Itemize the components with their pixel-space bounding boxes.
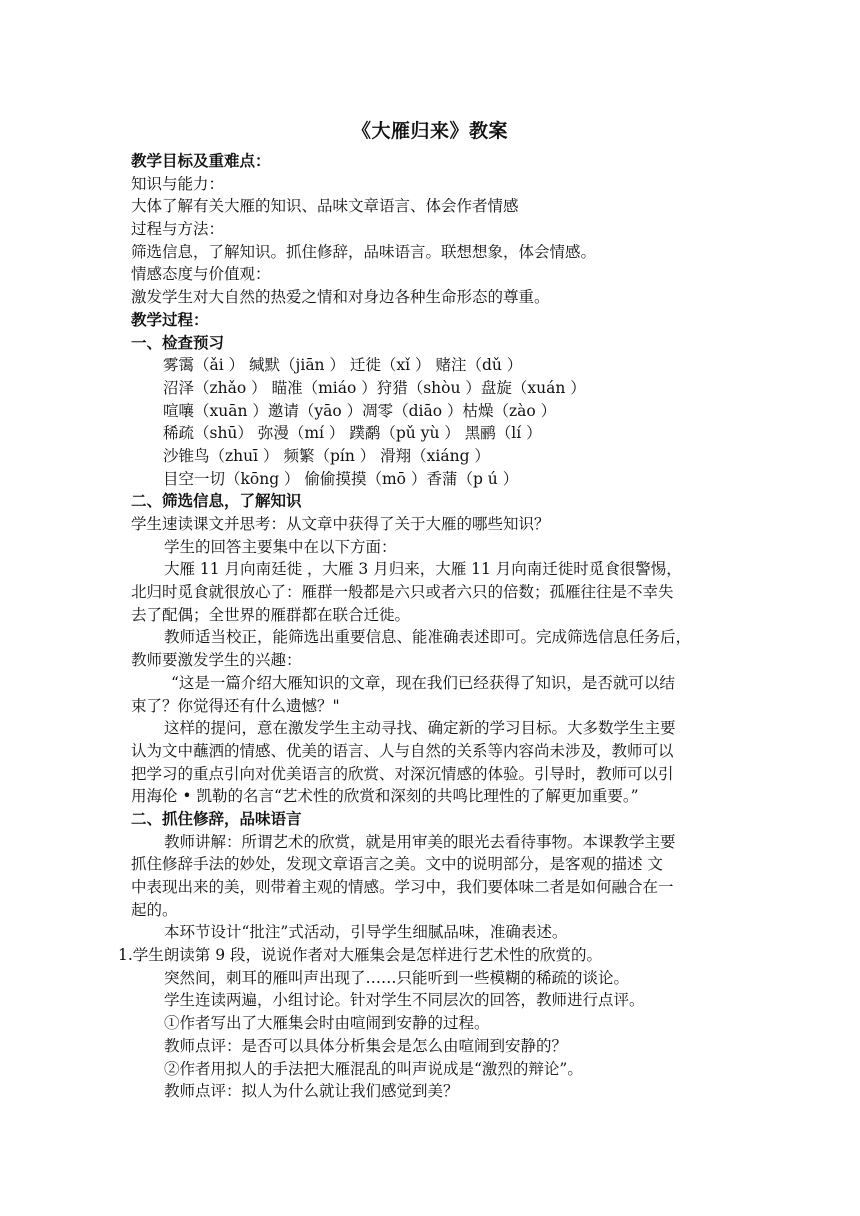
section-heading-preview: 一、检查预习 <box>131 332 225 352</box>
paragraph: 大雁 11 月向南廷徙 ，大雁 3 月归来，大雁 11 月向南迁徙时觅食很警惕， <box>164 560 682 579</box>
vocab-line: 沙锥鸟（zhuī ） 频繁（pín ） 滑翔（xiáng ） <box>163 446 490 465</box>
excerpt: 突然间，刺耳的雁叫声出现了……只能听到一些模糊的稀疏的谈论。 <box>164 968 630 987</box>
vocab-line: 目空一切（kōng ） 偷偷摸摸（mō ）香蒲（p ú ） <box>163 469 519 488</box>
paragraph: 把学习的重点引向对优美语言的欣赏、对深沉情感的体验。引导时，教师可以引 <box>131 764 674 783</box>
heading-process: 教学过程： <box>131 309 209 329</box>
paragraph: 筛选信息，了解知识。抓住修辞，品味语言。联想想象，体会情感。 <box>131 242 597 261</box>
vocab-line: 稀疏（shū） 弥漫（mí ） 蹼鹬（pǔ yù ） 黑鹂（lí ） <box>163 424 542 443</box>
vocab-line: 喧嚷（xuān ）邀请（yāo ）凋零（diāo ）枯燥（zào ） <box>163 401 557 420</box>
document-title: 《大雁归来》教案 <box>351 120 508 142</box>
paragraph: 大体了解有关大雁的知识、品味文章语言、体会作者情感 <box>131 197 519 216</box>
vocab-line: 雾霭（ǎi ） 缄默（jiān ） 迁徙（xǐ ） 赌注（dǔ ） <box>163 356 523 375</box>
paragraph: 教师适当校正，能筛选出重要信息、能准确表述即可。完成筛选信息任务后， <box>164 628 692 647</box>
paragraph: 中表现出来的美，则带着主观的情感。学习中，我们要体味二者是如何融合在一 <box>131 878 674 896</box>
section-heading-filter: 二、筛选信息，了解知识 <box>131 491 302 511</box>
subheading-process: 过程与方法： <box>131 220 225 239</box>
paragraph: 去了配偶；全世界的雁群都在联合迁徙。 <box>131 605 411 624</box>
paragraph: 起的。 <box>131 900 178 919</box>
paragraph: 用海伦 • 凯勒的名言“艺术性的欣赏和深刻的共鸣比理性的了解更加重要。” <box>131 787 639 806</box>
answer-item: ①作者写出了大雁集会时由喧闹到安静的过程。 <box>164 1014 490 1033</box>
paragraph: 教师讲解：所谓艺术的欣赏，就是用审美的眼光去看待事物。本课教学主要 <box>164 832 676 851</box>
answer-item: ②作者用拟人的手法把大雁混乱的叫声说成是“激烈的辩论”。 <box>164 1059 583 1078</box>
subheading-attitude: 情感态度与价值观： <box>131 265 271 284</box>
vocab-line: 沼泽（zhǎo ） 瞄准（miáo ）狩猎（shòu ）盘旋（xuán ） <box>163 378 586 397</box>
heading-objectives: 教学目标及重难点： <box>131 151 271 170</box>
paragraph: 激发学生对大自然的热爱之情和对身边各种生命形态的尊重。 <box>131 288 550 307</box>
paragraph: 学生连读两遍，小组讨论。针对学生不同层次的回答，教师进行点评。 <box>164 991 645 1010</box>
section-heading-rhetoric: 二、抓住修辞，品味语言 <box>131 808 302 828</box>
paragraph: 这样的提问，意在激发学生主动寻找、确定新的学习目标。大多数学生主要 <box>164 719 676 738</box>
teacher-comment: 教师点评：拟人为什么就让我们感觉到美？ <box>164 1082 459 1101</box>
subheading-knowledge: 知识与能力： <box>131 174 225 193</box>
paragraph: 学生速读课文并思考：从文章中获得了关于大雁的哪些知识？ <box>131 515 550 533</box>
paragraph: 学生的回答主要集中在以下方面： <box>164 537 397 556</box>
quote: “这是一篇介绍大雁知识的文章，现在我们已经获得了知识，是否就可以结 <box>171 673 675 692</box>
teacher-comment: 教师点评：是否可以具体分析集会是怎么由喧闹到安静的？ <box>164 1036 568 1055</box>
paragraph: 教师要激发学生的兴趣： <box>131 651 302 670</box>
paragraph: 抓住修辞手法的妙处，发现文章语言之美。文中的说明部分，是客观的描述 文 <box>131 855 663 874</box>
paragraph: 北归时觅食就很放心了：雁群一般都是六只或者六只的倍数；孤雁往往是不幸失 <box>131 583 674 602</box>
numbered-item: 1.学生朗读第 9 段，说说作者对大雁集会是怎样进行艺术性的欣赏的。 <box>118 946 603 965</box>
document-body <box>118 150 731 1103</box>
quote: 束了？你觉得还有什么遗憾？" <box>131 696 340 715</box>
paragraph: 本环节设计“批注”式活动，引导学生细腻品味，准确表述。 <box>164 923 568 942</box>
paragraph: 认为文中蘸洒的情感、优美的语言、人与自然的关系等内容尚未涉及，教师可以 <box>131 741 674 760</box>
